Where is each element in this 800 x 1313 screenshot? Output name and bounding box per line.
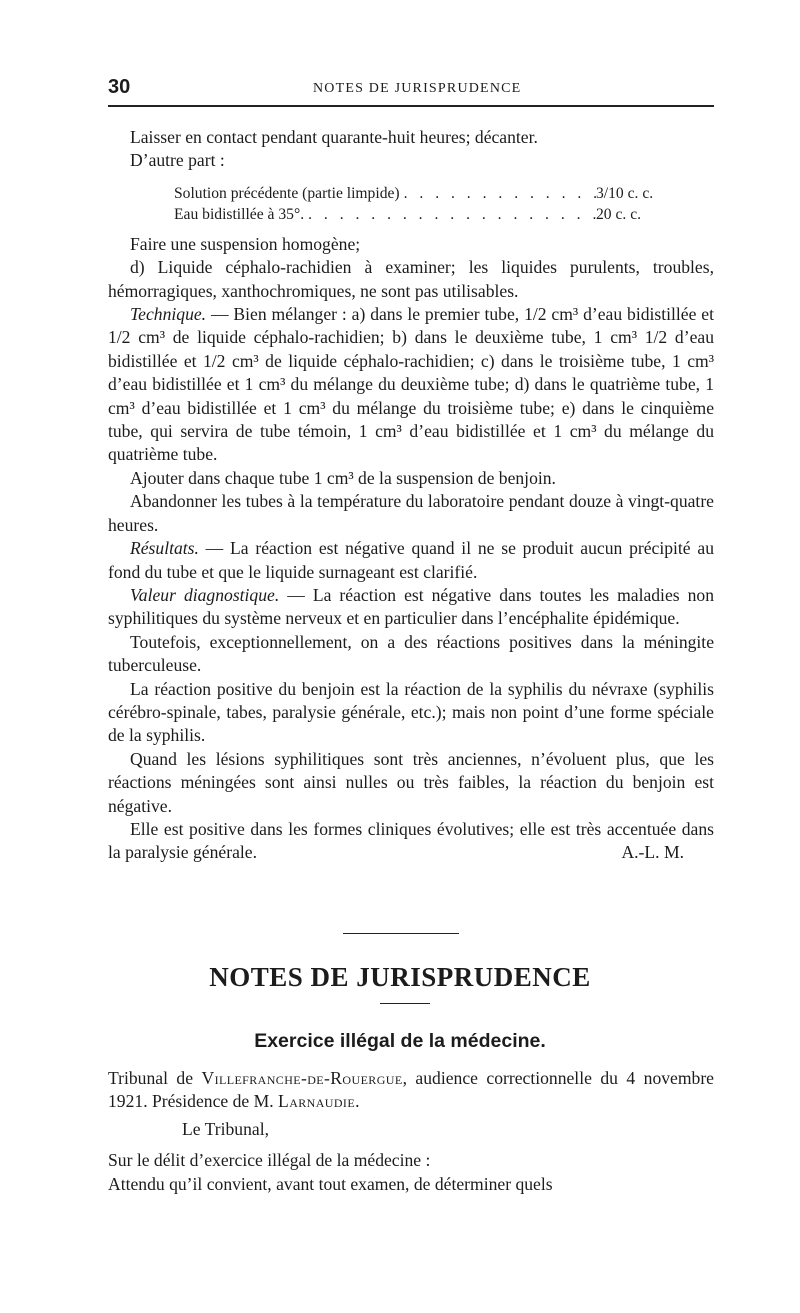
paragraph: Faire une suspension homogène;	[130, 233, 361, 254]
paragraph-text: — La réaction est négative quand il ne se produit aucun précipité au fond du tube et que le liquide surnageant est clarifié.	[108, 538, 714, 582]
paragraph-valeur	[108, 584, 714, 631]
running-title: NOTES DE JURISPRUDENCE	[313, 81, 522, 96]
paragraph-label: Résultats.	[130, 538, 199, 559]
paragraph: Abandonner les tubes à la température du laboratoire pendant douze à vingt-quatre heures.	[108, 491, 714, 535]
section-subtitle: Exercice illégal de la médecine.	[254, 1030, 546, 1052]
leader-dots	[400, 183, 596, 204]
paragraph-label: Valeur diagnostique.	[130, 584, 280, 605]
recipe-ingredient: Eau bidistillée à 35°.	[174, 205, 305, 223]
paragraph: d) Liquide céphalo-rachidien à examiner; les liquides purulents, troubles, hémorragiques, xanthochromiques, ne sont pas utilisables.	[108, 257, 714, 301]
page-number: 30	[108, 76, 131, 98]
case-intro-text: , audience correctionnelle du 4 novembre 1921. Présidence de M.	[108, 1068, 714, 1112]
paragraph-text: — La réaction est négative dans toutes les maladies non syphilitiques du système nerveux et en particulier dans l’encéphalite épidémique.	[108, 584, 714, 629]
paragraph: Ajouter dans chaque tube 1 cm³ de la suspension de benjoin.	[130, 467, 556, 488]
tribunal-heading: Le Tribunal,	[182, 1118, 269, 1139]
paragraph-text: Elle est positive dans les formes cliniques évolutives; elle est très accentuée dans la paralysie générale.	[108, 818, 714, 863]
section-divider	[343, 933, 459, 934]
paragraph: La réaction positive du benjoin est la réaction de la syphilis du névraxe (syphilis cérébro-spinale, tabes, paralysie générale, etc.); mais non point d’une forme spéciale de la syphilis.	[108, 678, 714, 746]
paragraph: Quand les lésions syphilitiques sont très anciennes, n’évoluent plus, que les réactions méningées sont ainsi nulles ou très faibles, la réaction du benjoin est négative.	[108, 748, 714, 816]
case-intro	[108, 1067, 714, 1114]
paragraph: D’autre part :	[130, 150, 225, 171]
paragraph-text: — Bien mélanger : a) dans le premier tube, 1/2 cm³ d’eau bidistillée et 1/2 cm³ de liquide céphalo-rachidien; b) dans le deuxième tube, 1 cm³ 1/2 d’eau bidistillée et 1/2 cm³ de liquide céphalo-rachidien; c) dans le troisième tube, 1 cm³ d’eau bidistillée et 1 cm³ du mélange du deuxième tube; d) dans le quatrième tube, 1 cm³ d’eau bidistillée et 1 cm³ du mélange du troisième tube; e) dans le cinquième tube, qui servira de tube témoin, 1 cm³ d’eau bidistillée et 1 cm³ du mélange du quatrième tube.	[108, 304, 714, 465]
running-head	[108, 74, 714, 104]
recipe-table	[174, 183, 668, 225]
section-title: NOTES DE JURISPRUDENCE	[209, 962, 591, 992]
paragraph-label: Technique.	[130, 304, 207, 325]
recipe-row	[174, 204, 668, 225]
title-underline	[380, 1003, 430, 1004]
paragraph: Laisser en contact pendant quarante-huit heures; décanter.	[130, 127, 538, 147]
case-body	[108, 1067, 714, 1196]
recipe-ingredient: Solution précédente (partie limpide)	[174, 184, 400, 202]
recipe-quantity: 20 c. c.	[596, 205, 642, 223]
author-signature: A.-L. M.	[621, 842, 684, 863]
case-intro-text: Tribunal de	[108, 1068, 202, 1088]
leader-dots	[304, 204, 596, 225]
recipe-row	[174, 183, 668, 204]
paragraph: Toutefois, exceptionnellement, on a des réactions positives dans la méningite tuberculeuse.	[108, 631, 714, 676]
paragraph: Attendu qu’il convient, avant tout examen, de déterminer quels	[108, 1173, 553, 1194]
header-rule	[108, 105, 714, 107]
case-intro-text: .	[355, 1091, 360, 1112]
president-name: Larnaudie	[278, 1091, 356, 1112]
recipe-quantity: 3/10 c. c.	[596, 184, 654, 202]
court-place: Villefranche-de-Rouergue	[201, 1068, 403, 1088]
paragraph: Sur le délit d’exercice illégal de la médecine :	[108, 1150, 431, 1171]
paragraph-technique	[108, 303, 714, 467]
paragraph-resultats	[108, 537, 714, 584]
article-body	[108, 126, 714, 865]
paragraph-final	[108, 818, 714, 865]
